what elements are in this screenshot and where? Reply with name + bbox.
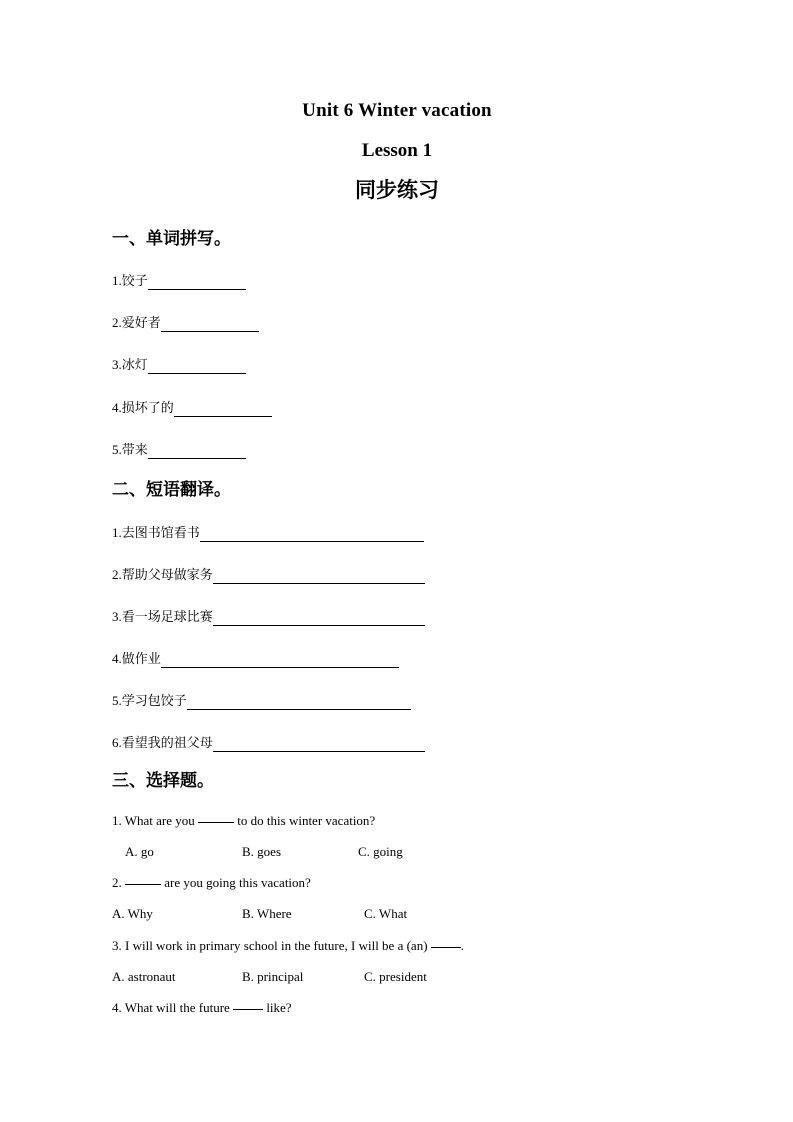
- fill-row: [112, 441, 246, 459]
- fill-row: [112, 399, 272, 417]
- mc-option-a[interactable]: A. go: [125, 844, 154, 859]
- answer-blank[interactable]: [200, 528, 424, 542]
- fill-row: [112, 734, 425, 752]
- fill-label: 4.做作业: [112, 651, 161, 666]
- fill-row: [112, 650, 399, 668]
- mc-option-a[interactable]: A. Why: [112, 906, 153, 921]
- mc-question-suffix: are you going this vacation?: [161, 875, 311, 890]
- fill-label: 3.冰灯: [112, 357, 148, 372]
- page-subtitle-exercise: 同步练习: [355, 179, 439, 202]
- answer-blank[interactable]: [174, 403, 272, 417]
- section-heading-1: 一、单词拼写。: [112, 229, 231, 248]
- mc-question-prefix: 1. What are you: [112, 813, 199, 828]
- fill-row: [112, 692, 411, 710]
- answer-blank[interactable]: [125, 873, 161, 885]
- fill-label: 2.帮助父母做家务: [112, 567, 213, 582]
- mc-option-b[interactable]: B. Where: [242, 906, 292, 921]
- answer-blank[interactable]: [233, 998, 263, 1010]
- mc-option-b[interactable]: B. principal: [242, 969, 304, 984]
- mc-question-suffix: like?: [263, 1000, 292, 1015]
- mc-option-c[interactable]: C. going: [358, 844, 403, 859]
- section-heading-3: 三、选择题。: [112, 771, 214, 790]
- answer-blank[interactable]: [148, 360, 246, 374]
- page-subtitle-lesson: Lesson 1: [361, 140, 433, 161]
- answer-blank[interactable]: [431, 936, 461, 948]
- mc-option-c[interactable]: C. What: [364, 906, 408, 921]
- mc-question-suffix: .: [460, 938, 465, 953]
- fill-row: [112, 608, 425, 626]
- fill-row: [112, 524, 424, 542]
- fill-label: 5.学习包饺子: [112, 693, 187, 708]
- fill-label: 2.爱好者: [112, 315, 161, 330]
- answer-blank[interactable]: [213, 738, 425, 752]
- mc-question: [112, 874, 311, 892]
- mc-option-a[interactable]: A. astronaut: [112, 969, 176, 984]
- title-block: [112, 98, 682, 204]
- mc-question: [112, 937, 464, 955]
- answer-blank[interactable]: [161, 318, 259, 332]
- answer-blank[interactable]: [148, 445, 246, 459]
- fill-row: [112, 272, 246, 290]
- fill-label: 5.带来: [112, 442, 148, 457]
- fill-row: [112, 314, 259, 332]
- mc-question-prefix: 3. I will work in primary school in the future, I will be a (an): [112, 938, 431, 953]
- fill-row: [112, 356, 246, 374]
- mc-option-b[interactable]: B. goes: [242, 844, 281, 859]
- answer-blank[interactable]: [213, 570, 425, 584]
- mc-question-suffix: to do this winter vacation?: [234, 813, 376, 828]
- mc-option-c[interactable]: C. president: [364, 969, 427, 984]
- answer-blank[interactable]: [198, 811, 234, 823]
- mc-question: [112, 812, 375, 830]
- mc-question-prefix: 4. What will the future: [112, 1000, 234, 1015]
- mc-question: [112, 999, 292, 1017]
- section-heading-2: 二、短语翻译。: [112, 480, 231, 499]
- answer-blank[interactable]: [161, 654, 399, 668]
- answer-blank[interactable]: [187, 696, 411, 710]
- fill-label: 3.看一场足球比赛: [112, 609, 213, 624]
- fill-label: 6.看望我的祖父母: [112, 735, 213, 750]
- fill-row: [112, 566, 425, 584]
- answer-blank[interactable]: [213, 612, 425, 626]
- page-title: Unit 6 Winter vacation: [302, 100, 492, 121]
- fill-label: 1.饺子: [112, 273, 148, 288]
- mc-question-prefix: 2.: [112, 875, 125, 890]
- fill-label: 1.去图书馆看书: [112, 525, 200, 540]
- fill-label: 4.损坏了的: [112, 400, 174, 415]
- answer-blank[interactable]: [148, 276, 246, 290]
